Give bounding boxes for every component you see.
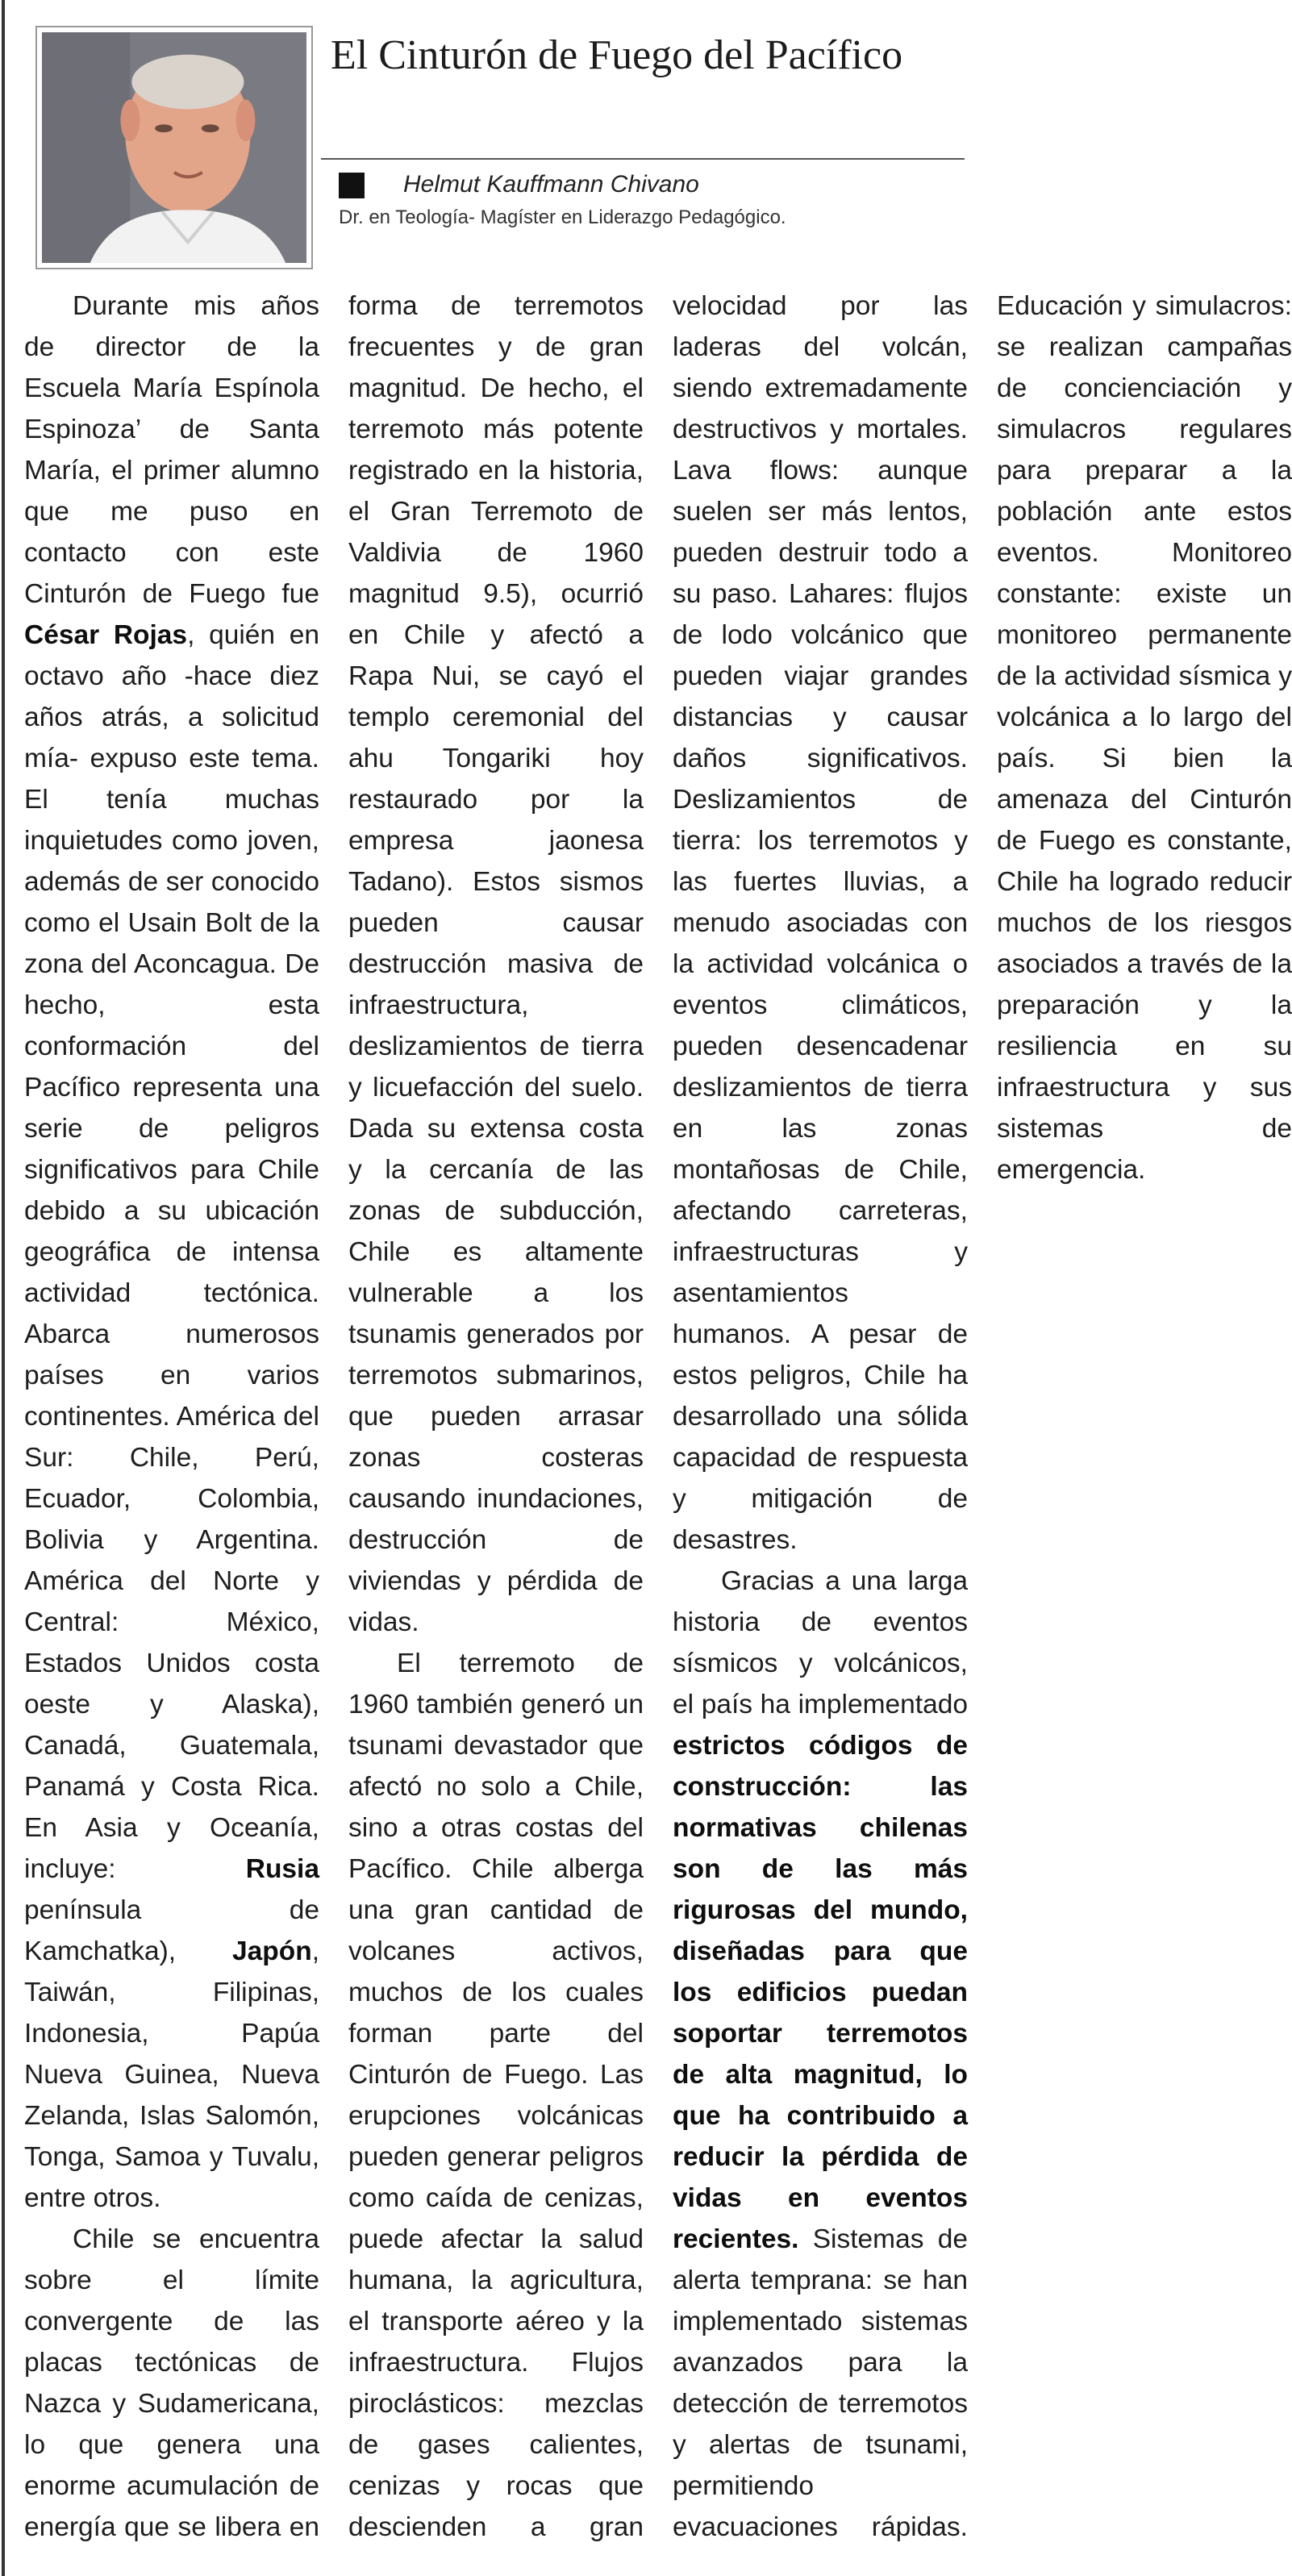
author-photo-frame [35, 26, 313, 269]
paragraph-4-text-c: Sistemas de alerta temprana: se han implementado sistemas avanzados para la detección de terremotos y alertas de tsunami, permitiendo evacuaciones rápidas. Educación y simulacros: se realizan campañas de concienciación y simulacros regulares para preparar a la población ante estos eventos. Monitoreo constante: existe un monitoreo permanente de la actividad sísmica y volcánica a lo largo del país. Si bien la amenaza del Cinturón de Fuego es constante, Chile ha logrado reducir muchos de los riesgos asociados a través de la preparación y la resiliencia en su infraestructura y sus sistemas de emergencia. [673, 291, 1292, 2542]
paragraph-3: El terremoto de 1960 también generó un tsunami devastador que afectó no solo a Chile, sino a otras costas del Pacífico. Chile alberga una gran cantidad de volcanes activos, muchos de los cuales forman parte del Cinturón de Fuego. Las erupciones volcánicas pueden generar peligros como caída de cenizas, puede afectar la salud humana, la agricultura, el transporte aéreo y la infraestructura. Flujos piroclásticos: mezclas de gases calientes, cenizas y rocas que descienden a gran velocidad por las laderas del volcán, siendo extremadamente destructivos y mortales. Lava flows: aunque suelen ser más lentos, pueden destruir todo a su paso. Lahares: flujos de lodo volcánico que pueden viajar grandes distancias y causar daños significativos. Deslizamientos de tierra: los terremotos y las fuertes lluvias, a menudo asociadas con la actividad volcánica o eventos climáticos, pueden desencadenar deslizamientos de tierra en las zonas montañosas de Chile, afectando carreteras, infraestructuras y asentamientos humanos. A pesar de estos peligros, Chile ha desarrollado una sólida capacidad de respuesta y mitigación de desastres. [348, 291, 968, 2542]
header-divider [321, 158, 965, 160]
paragraph-2: Chile se encuentra sobre el límite convergente de las placas tectónicas de Nazca y Sudamericana, lo que genera una enorme acumulación de energía que se libera en forma de terremotos frecuentes y de gran magnitud. De hecho, el terremoto más potente registrado en la historia, el Gran Terremoto de Valdivia de 1960 magnitud 9.5), ocurrió en Chile y afectó a Rapa Nui, se cayó el templo ceremonial del ahu Tongariki hoy restaurado por la empresa jaonesa Tadano). Estos sismos pueden causar destrucción masiva de infraestructura, deslizamientos de tierra y licuefacción del suelo. Dada su extensa costa y la cercanía de las zonas de subducción, Chile es altamente vulnerable a los tsunamis generados por terremotos submarinos, que pueden arrasar zonas costeras causando inundaciones, destrucción de viviendas y pérdida de vidas. [24, 291, 644, 2542]
paragraph-1-text-c: , quién en octavo año -hace diez años atrás, a solicitud mía- expuso este tema. El tenía muchas inquietudes como joven, además de ser conocido como el Usain Bolt de la zona del Aconcagua. De hecho, esta conformación del Pacífico representa una serie de peligros significativos para Chile debido a su ubicación geográfica de intensa actividad tectónica. Abarca numerosos países en varios continentes. América del Sur: Chile, Perú, Ecuador, Colombia, Bolivia y Argentina. América del Norte y Central: México, Estados Unidos costa oeste y Alaska), Canadá, Guatemala, Panamá y Costa Rica. En Asia y Oceanía, incluye: [24, 620, 320, 1884]
bold-country-rusia: Rusia [245, 1854, 319, 1884]
author-bullet-square [339, 173, 365, 198]
bold-country-japon: Japón [232, 1936, 312, 1966]
author-name: Helmut Kauffmann Chivano [403, 171, 699, 198]
left-border-rule [2, 0, 5, 2576]
author-portrait-illustration [42, 32, 306, 263]
article-title: El Cinturón de Fuego del Pacífico [331, 32, 903, 78]
paragraph-1 [24, 286, 319, 2219]
author-photo [42, 32, 306, 263]
paragraph-4-text-a: Gracias a una larga historia de eventos sísmicos y volcánicos, el país ha implementado [673, 1566, 968, 1719]
paragraph-1-text-a: Durante mis años de director de la Escuela María Espínola Espinoza’ de Santa María, el primer alumno que me puso en contacto con este Cinturón de Fuego fue [24, 291, 319, 609]
paragraph-1-text-e: península de Kamchatka), [24, 1895, 319, 1966]
paragraph-1-text-g: , Taiwán, Filipinas, Indonesia, Papúa Nueva Guinea, Nueva Zelanda, Islas Salomón, Tonga, Samoa y Tuvalu, entre otros. [24, 1936, 319, 2213]
bold-name-cesar-rojas: César Rojas [24, 620, 188, 650]
bold-building-codes-passage: estrictos códigos de construcción: las normativas chilenas son de las más rigurosas del mundo, diseñadas para que los edificios puedan soportar terremotos de alta magnitud, lo que ha contribuido a reducir la pérdida de vidas en eventos recientes. [673, 1731, 968, 2254]
article-body [24, 286, 1292, 2568]
author-credentials: Dr. en Teología- Magíster en Liderazgo Pedagógico. [339, 206, 786, 228]
